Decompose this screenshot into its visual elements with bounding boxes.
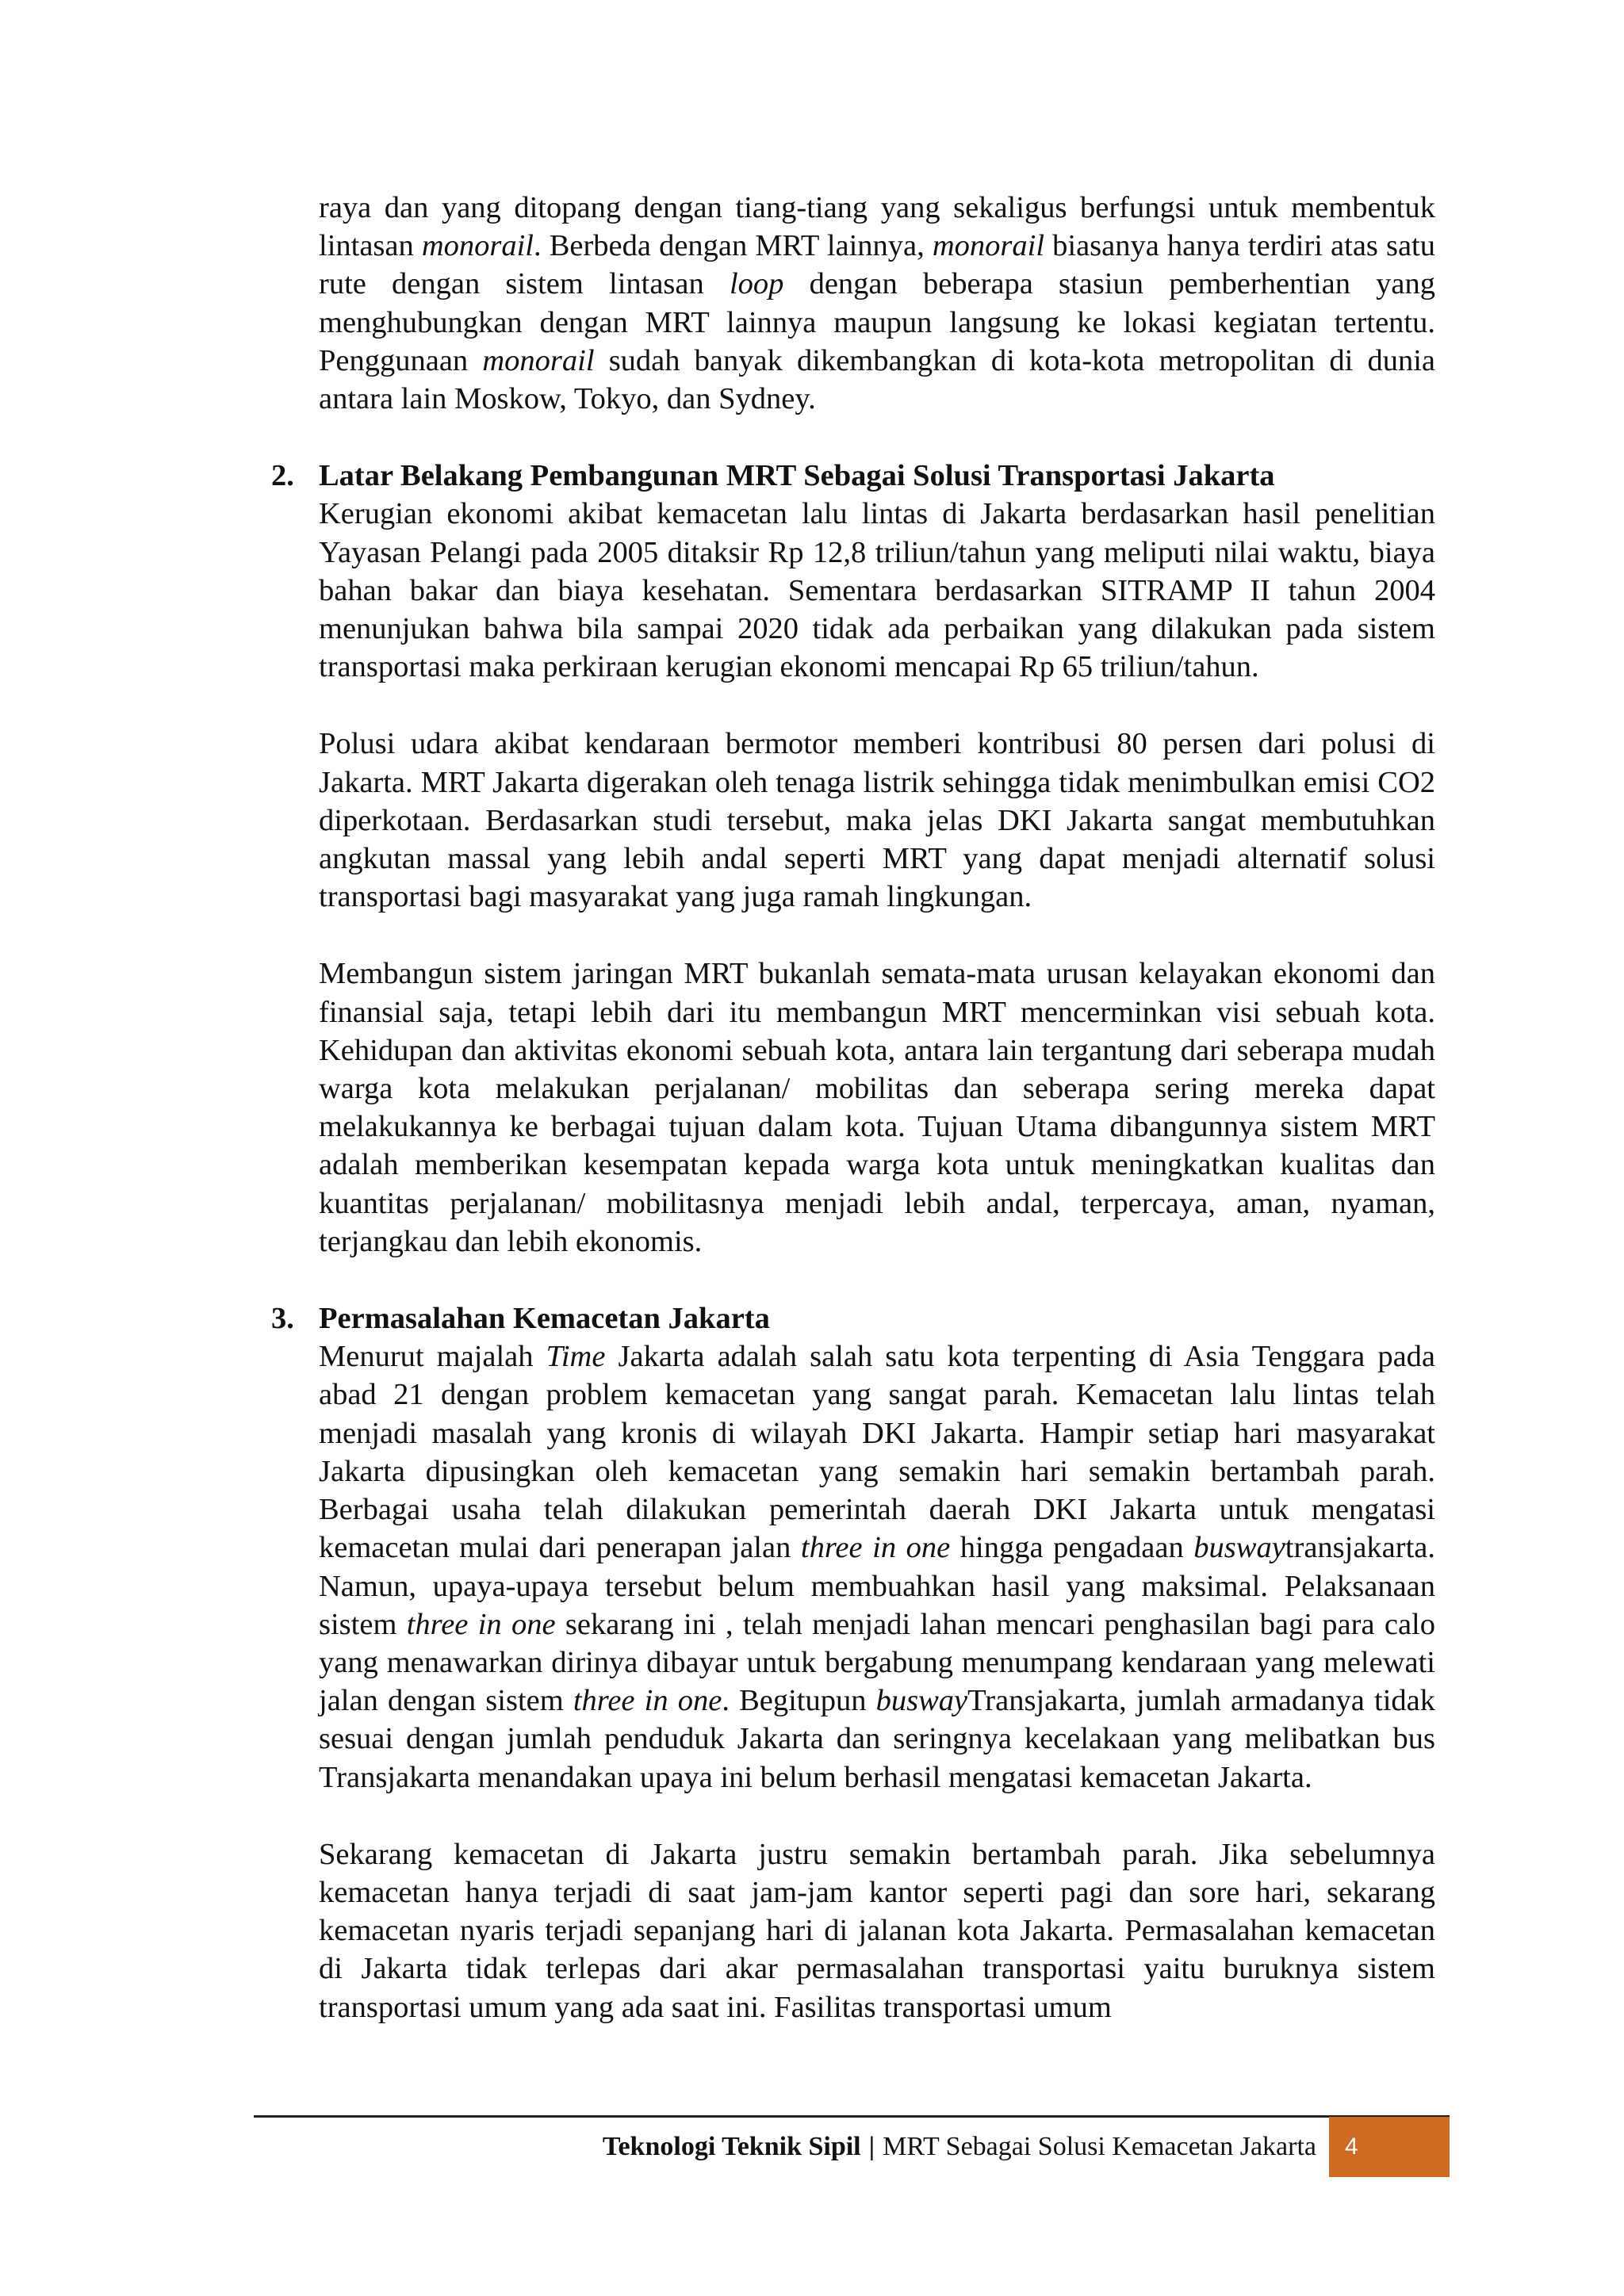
italic-term: monorail bbox=[421, 229, 534, 263]
paragraph: Polusi udara akibat kendaraan bermotor memberi kontribusi 80 persen dari polusi di Jakarta. MRT Jakarta digerakan oleh tenaga listrik sehingga tidak menimbulkan emisi CO2 diperkotaan. Berdasarkan studi tersebut, maka jelas DKI Jakarta sangat membutuhkan angkutan massal yang lebih andal seperti MRT yang dapat menjadi alternatif solusi transportasi bagi masyarakat yang juga ramah lingkungan. bbox=[319, 727, 1435, 914]
footer bbox=[254, 2117, 1316, 2177]
section-title: Latar Belakang Pembangunan MRT Sebagai Solusi Transportasi Jakarta bbox=[319, 459, 1275, 493]
section-2 bbox=[271, 457, 1435, 1261]
footer-title: MRT Sebagai Solusi Kemacetan Jakarta bbox=[883, 2132, 1316, 2161]
section-3 bbox=[271, 1299, 1435, 2026]
page-number: 4 bbox=[1329, 2117, 1450, 2177]
paragraph: Menurut majalah Time Jakarta adalah salah satu kota terpenting di Asia Tenggara pada abad 21 dengan problem kemacetan yang sangat parah. Kemacetan lalu lintas telah menjadi masalah yang kronis di wilayah DKI Jakarta. Hampir setiap hari masyarakat Jakarta dipusingkan oleh kemacetan yang semakin hari semakin bertambah parah. Berbagai usaha telah dilakukan pemerintah daerah DKI Jakarta untuk mengatasi kemacetan mulai dari penerapan jalan three in one hingga pengadaan buswaytransjakarta. Namun, upaya-upaya tersebut belum membuahkan hasil yang maksimal. Pelaksanaan sistem three in one sekarang ini , telah menjadi lahan mencari penghasilan bagi para calo yang menawarkan dirinya dibayar untuk bergabung menumpang kendaraan yang melewati jalan dengan sistem three in one. Begitupun buswayTransjakarta, jumlah armadanya tidak sesuai dengan jumlah penduduk Jakarta dan seringnya kecelakaan yang melibatkan bus Transjakarta menandakan upaya ini belum berhasil mengatasi kemacetan Jakarta. bbox=[319, 1340, 1435, 1794]
italic-term: Time bbox=[546, 1340, 606, 1374]
italic-term: three in one bbox=[573, 1684, 722, 1718]
italic-term: loop bbox=[729, 267, 784, 301]
page-content bbox=[271, 189, 1436, 2026]
paragraph: Kerugian ekonomi akibat kemacetan lalu lintas di Jakarta berdasarkan hasil penelitian Yayasan Pelangi pada 2005 ditaksir Rp 12,8 triliun/tahun yang meliputi nilai waktu, biaya bahan bakar dan biaya kesehatan. Sementara berdasarkan SITRAMP II tahun 2004 menunjukan bahwa bila sampai 2020 tidak ada perbaikan yang dilakukan pada sistem transportasi maka perkiraan kerugian ekonomi mencapai Rp 65 triliun/tahun. bbox=[319, 497, 1435, 684]
section-title: Permasalahan Kemacetan Jakarta bbox=[319, 1302, 770, 1336]
section-number: 2. bbox=[271, 459, 294, 493]
section-number: 3. bbox=[271, 1302, 294, 1336]
paragraph: Membangun sistem jaringan MRT bukanlah semata-mata urusan kelayakan ekonomi dan finansial saja, tetapi lebih dari itu membangun MRT mencerminkan visi sebuah kota. Kehidupan dan aktivitas ekonomi sebuah kota, antara lain tergantung dari seberapa mudah warga kota melakukan perjalanan/ mobilitas dan seberapa sering mereka dapat melakukannya ke berbagai tujuan dalam kota. Tujuan Utama dibangunnya sistem MRT adalah memberikan kesempatan kepada warga kota untuk meningkatkan kualitas dan kuantitas perjalanan/ mobilitasnya menjadi lebih andal, terpercaya, aman, nyaman, terjangkau dan lebih ekonomis. bbox=[319, 957, 1435, 1258]
paragraph: Sekarang kemacetan di Jakarta justru semakin bertambah parah. Jika sebelumnya kemacetan hanya terjadi di saat jam-jam kantor seperti pagi dan sore hari, sekarang kemacetan nyaris terjadi sepanjang hari di jalanan kota Jakarta. Permasalahan kemacetan di Jakarta tidak terlepas dari akar permasalahan transportasi yaitu buruknya sistem transportasi umum yang ada saat ini. Fasilitas transportasi umum bbox=[319, 1837, 1435, 2024]
italic-term: busway bbox=[1193, 1531, 1285, 1565]
italic-term: three in one bbox=[800, 1531, 951, 1565]
italic-term: monorail bbox=[932, 229, 1045, 263]
italic-term: busway bbox=[875, 1684, 968, 1718]
footer-brand: Teknologi Teknik Sipil bbox=[602, 2132, 861, 2161]
intro-paragraph: raya dan yang ditopang dengan tiang-tiang yang sekaligus berfungsi untuk membentuk lintasan monorail. Berbeda dengan MRT lainnya, monorail biasanya hanya terdiri atas satu rute dengan sistem lintasan loop dengan beberapa stasiun pemberhentian yang menghubungkan dengan MRT lainnya maupun langsung ke lokasi kegiatan tertentu. Penggunaan monorail sudah banyak dikembangkan di kota-kota metropolitan di dunia antara lain Moskow, Tokyo, dan Sydney. bbox=[319, 191, 1436, 416]
italic-term: monorail bbox=[482, 343, 595, 377]
italic-term: three in one bbox=[406, 1607, 556, 1641]
footer-separator: | bbox=[868, 2132, 875, 2161]
